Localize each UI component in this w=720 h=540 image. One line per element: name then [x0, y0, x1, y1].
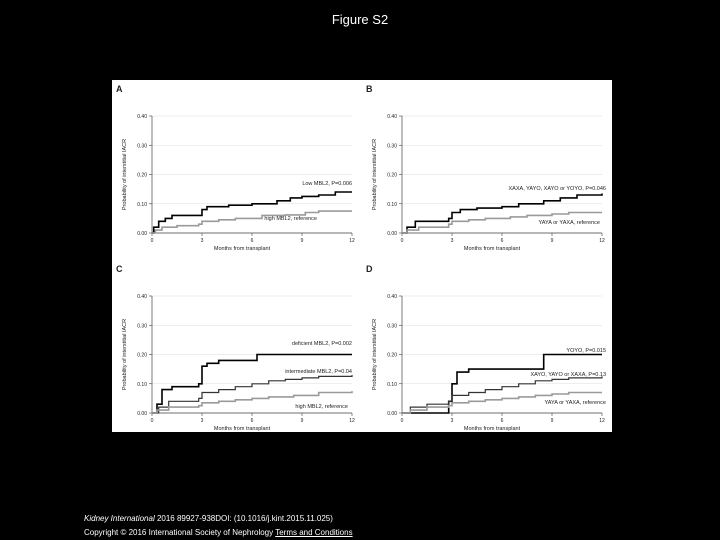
citation-journal: Kidney International	[84, 514, 155, 523]
x-tick-label: 3	[200, 418, 204, 424]
y-tick-label: 0.10	[387, 201, 397, 208]
x-tick-label: 9	[300, 238, 304, 244]
citation	[84, 514, 333, 523]
y-axis-label: Probability of interstitial IACR	[372, 318, 378, 391]
panel-letter-d: D	[366, 264, 373, 274]
y-axis-label: Probability of interstitial IACR	[372, 138, 378, 211]
y-axis-label: Probability of interstitial IACR	[122, 138, 128, 211]
x-axis-label: Months from transplant	[213, 426, 271, 432]
panel-letter-b: B	[366, 84, 373, 94]
x-tick-label: 9	[550, 238, 554, 244]
series-line-a-0	[152, 192, 352, 233]
x-tick-label: 9	[300, 418, 304, 424]
x-tick-label: 3	[450, 418, 454, 424]
y-tick-label: 0.40	[137, 114, 147, 120]
x-axis-label: Months from transplant	[463, 246, 521, 252]
x-tick-label: 12	[349, 238, 355, 244]
y-axis-label: Probability of interstitial IACR	[122, 318, 128, 391]
x-tick-label: 0	[400, 238, 404, 244]
x-tick-label: 12	[599, 238, 605, 244]
panel-letter-c: C	[116, 264, 123, 274]
y-tick-label: 0.10	[137, 201, 147, 208]
series-annotation-c-0: deficient MBL2, P=0.002	[291, 341, 352, 347]
x-tick-label: 12	[349, 418, 355, 424]
y-tick-label: 0.20	[387, 172, 397, 179]
y-tick-label: 0.20	[137, 352, 147, 359]
series-annotation-a-1: high MBL2, reference	[264, 216, 317, 222]
y-tick-label: 0.40	[137, 294, 147, 300]
panel-letter-a: A	[116, 84, 123, 94]
figure-panel-grid	[112, 80, 612, 432]
series-annotation-b-1: YAYA or YAXA, reference	[538, 220, 600, 226]
y-tick-label: 0.00	[137, 411, 147, 417]
x-tick-label: 6	[500, 238, 504, 244]
copyright-text: Copyright © 2016 International Society of Nephrology	[84, 528, 274, 537]
x-tick-label: 3	[200, 238, 204, 244]
y-tick-label: 0.10	[137, 381, 147, 388]
y-tick-label: 0.00	[137, 231, 147, 237]
copyright-line	[84, 528, 353, 537]
y-tick-label: 0.20	[137, 172, 147, 179]
y-tick-label: 0.40	[387, 114, 397, 120]
y-tick-label: 0.30	[387, 323, 397, 330]
series-annotation-d-0: YOYO, P=0.015	[566, 348, 606, 354]
x-axis-label: Months from transplant	[463, 426, 521, 432]
series-annotation-d-1: XAYO, YAYO or XAXA, P=0.13	[530, 372, 606, 378]
x-tick-label: 0	[150, 238, 154, 244]
citation-detail: 2016 89927-938DOI: (10.1016/j.kint.2015.11.025)	[154, 514, 333, 523]
x-tick-label: 9	[550, 418, 554, 424]
series-annotation-c-1: intermediate MBL2, P=0.04	[285, 369, 352, 375]
series-annotation-b-0: XAXA, YAYO, XAYO or YOYO, P=0.046	[508, 186, 606, 192]
y-tick-label: 0.40	[387, 294, 397, 300]
y-tick-label: 0.30	[387, 143, 397, 150]
y-tick-label: 0.30	[137, 143, 147, 150]
y-tick-label: 0.10	[387, 381, 397, 388]
x-tick-label: 12	[599, 418, 605, 424]
x-tick-label: 6	[500, 418, 504, 424]
y-tick-label: 0.00	[387, 411, 397, 417]
x-tick-label: 6	[250, 418, 254, 424]
x-tick-label: 0	[150, 418, 154, 424]
km-curves-figure	[112, 80, 612, 432]
x-tick-label: 0	[400, 418, 404, 424]
series-annotation-a-0: Low MBL2, P=0.006	[302, 181, 352, 187]
y-tick-label: 0.00	[387, 231, 397, 237]
series-annotation-d-2: YAYA or YAXA, reference	[544, 400, 606, 406]
x-tick-label: 6	[250, 238, 254, 244]
series-line-a-1	[152, 211, 352, 233]
y-tick-label: 0.30	[137, 323, 147, 330]
terms-link[interactable]: Terms and Conditions	[275, 528, 353, 537]
series-annotation-c-2: high MBL2, reference	[295, 404, 348, 410]
x-tick-label: 3	[450, 238, 454, 244]
figure-title: Figure S2	[331, 12, 389, 27]
y-tick-label: 0.20	[387, 352, 397, 359]
x-axis-label: Months from transplant	[213, 246, 271, 252]
